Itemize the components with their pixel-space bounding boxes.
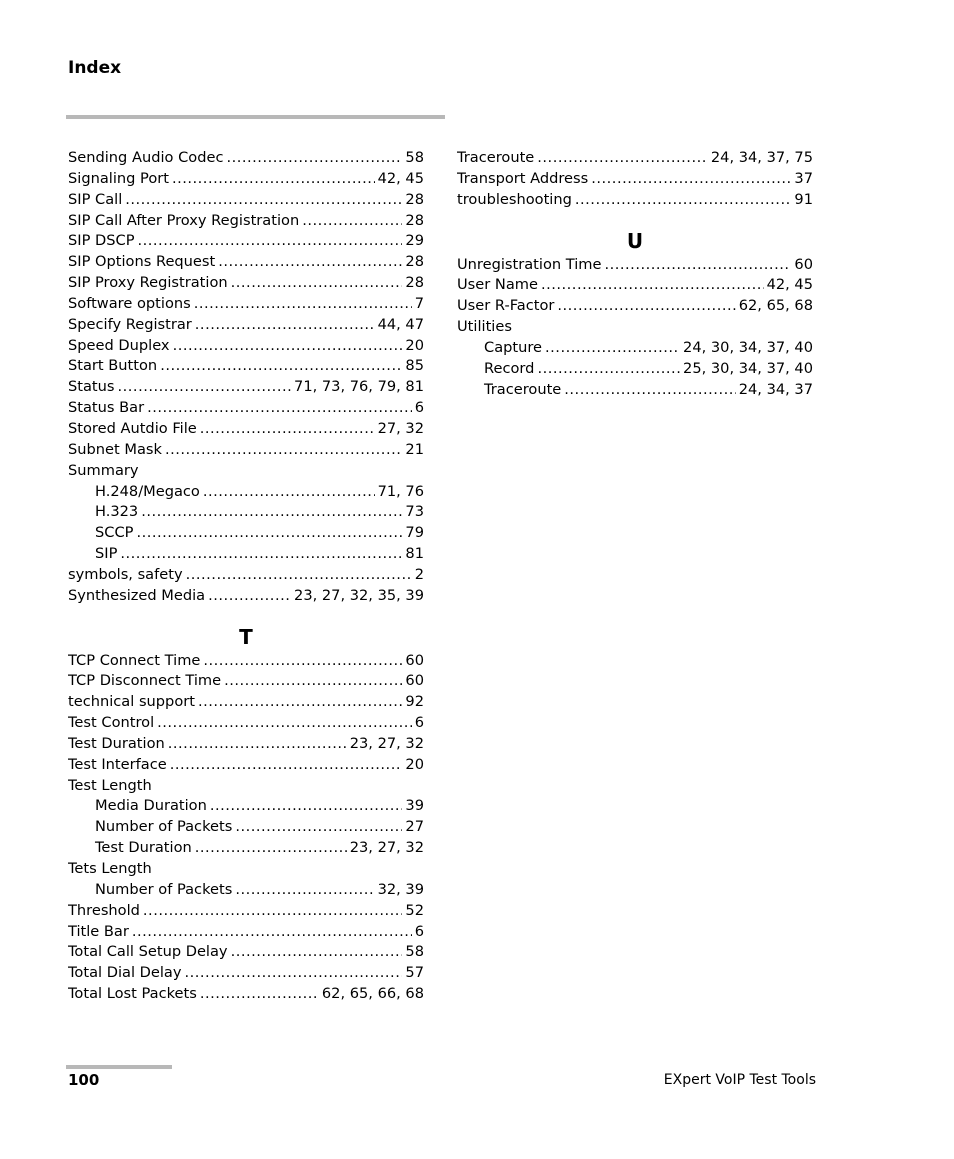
dot-leader (564, 380, 735, 401)
index-subentry (68, 502, 424, 523)
index-entry (68, 586, 424, 607)
index-entry (457, 296, 813, 317)
dot-leader (143, 901, 403, 922)
index-term: H.323 (95, 503, 139, 521)
dot-leader (194, 294, 412, 315)
index-term: SIP (95, 545, 118, 563)
index-entry (68, 859, 424, 880)
index-term: SIP Proxy Registration (68, 274, 228, 292)
index-term: Number of Packets (95, 880, 233, 898)
index-term: Subnet Mask (68, 440, 162, 458)
dot-leader (141, 502, 402, 523)
index-term: Threshold (68, 901, 140, 919)
index-entry (68, 671, 424, 692)
index-term: Transport Address (457, 169, 589, 187)
dot-leader (147, 398, 412, 419)
index-term: Utilities (457, 318, 512, 336)
index-term: Total Dial Delay (68, 964, 182, 982)
index-term: Signaling Port (68, 169, 169, 187)
index-entry (457, 317, 813, 338)
index-page-refs: 20 (405, 755, 424, 773)
index-term: technical support (68, 693, 195, 711)
index-page-refs: 91 (794, 190, 813, 208)
index-term: SIP Options Request (68, 253, 216, 271)
index-entry (68, 273, 424, 294)
index-entry (68, 440, 424, 461)
index-term: SIP Call After Proxy Registration (68, 211, 300, 229)
index-page-refs: 29 (405, 232, 424, 250)
dot-leader (208, 586, 291, 607)
index-page-refs: 39 (405, 797, 424, 815)
index-term: TCP Connect Time (68, 651, 201, 669)
index-page-refs: 20 (405, 336, 424, 354)
dot-leader (168, 734, 347, 755)
index-term: Start Button (68, 357, 158, 375)
index-entry (68, 252, 424, 273)
index-entry (68, 294, 424, 315)
index-section-letter: U (626, 228, 644, 253)
dot-leader (604, 255, 791, 276)
index-page-refs: 21 (405, 440, 424, 458)
index-term: Test Length (68, 776, 152, 794)
index-subentry (68, 544, 424, 565)
index-term: User Name (457, 276, 538, 294)
index-page-refs: 27 (405, 818, 424, 836)
index-entry (457, 169, 813, 190)
index-entry (68, 776, 424, 797)
index-subentry (68, 880, 424, 901)
dot-leader (210, 796, 403, 817)
index-page-refs: 85 (405, 357, 424, 375)
index-page-refs: 6 (414, 399, 424, 417)
index-page-refs: 42, 45 (766, 276, 813, 294)
index-term: Specify Registrar (68, 315, 192, 333)
index-page-refs: 28 (405, 274, 424, 292)
index-subentry (68, 817, 424, 838)
index-subentry (68, 482, 424, 503)
index-entry (457, 275, 813, 296)
index-term: Test Duration (68, 734, 165, 752)
index-entry (68, 692, 424, 713)
index-term: Speed Duplex (68, 336, 170, 354)
index-entry (68, 398, 424, 419)
index-entry (68, 713, 424, 734)
dot-leader (165, 440, 402, 461)
dot-leader (195, 838, 347, 859)
index-subentry (68, 838, 424, 859)
index-page-refs: 6 (414, 714, 424, 732)
index-entry (68, 419, 424, 440)
index-page-refs: 28 (405, 211, 424, 229)
dot-leader (185, 963, 403, 984)
index-section-letter: T (239, 624, 253, 649)
index-entry (68, 356, 424, 377)
index-page-refs: 6 (414, 922, 424, 940)
index-page-refs: 23, 27, 32 (349, 734, 424, 752)
index-entry (68, 148, 424, 169)
dot-leader (557, 296, 735, 317)
index-subentry (68, 523, 424, 544)
header-rule (66, 115, 445, 119)
index-page-refs: 71, 76 (377, 482, 424, 500)
dot-leader (537, 359, 680, 380)
index-page-refs: 60 (794, 255, 813, 273)
index-term: Test Duration (95, 839, 192, 857)
index-page-refs: 24, 30, 34, 37, 40 (683, 338, 813, 356)
dot-leader (132, 922, 412, 943)
index-entry (68, 565, 424, 586)
index-page-refs: 23, 27, 32, 35, 39 (294, 586, 424, 604)
dot-leader (125, 190, 402, 211)
index-term: Summary (68, 461, 139, 479)
dot-leader (591, 169, 791, 190)
dot-leader (231, 942, 403, 963)
index-entry (68, 755, 424, 776)
index-subentry (68, 796, 424, 817)
dot-leader (203, 482, 375, 503)
page-title: Index (68, 58, 122, 78)
index-subentry (457, 359, 813, 380)
document-title: EXpert VoIP Test Tools (663, 1072, 816, 1088)
index-page-refs: 32, 39 (377, 880, 424, 898)
dot-leader (157, 713, 412, 734)
index-entry (68, 169, 424, 190)
index-term: Status Bar (68, 399, 145, 417)
index-term: Media Duration (95, 797, 207, 815)
index-page-refs: 92 (405, 693, 424, 711)
index-term: Stored Autdio File (68, 419, 197, 437)
index-term: SCCP (95, 524, 134, 542)
dot-leader (195, 315, 375, 336)
dot-leader (138, 231, 403, 252)
index-entry (68, 336, 424, 357)
index-page-refs: 71, 73, 76, 79, 81 (294, 378, 424, 396)
index-entry (68, 922, 424, 943)
index-page-refs: 27, 32 (377, 419, 424, 437)
index-page-refs: 28 (405, 190, 424, 208)
index-subentry (457, 380, 813, 401)
dot-leader (218, 252, 402, 273)
index-term: Total Lost Packets (68, 985, 197, 1003)
index-term: Total Call Setup Delay (68, 943, 228, 961)
index-page-refs: 52 (405, 901, 424, 919)
index-page-refs: 57 (405, 964, 424, 982)
index-page-refs: 24, 34, 37, 75 (710, 149, 813, 166)
index-term: SIP Call (68, 190, 123, 208)
dot-leader (160, 356, 402, 377)
index-entry (68, 984, 424, 1005)
index-term: Software options (68, 294, 191, 312)
index-entry (68, 461, 424, 482)
index-page-refs: 81 (405, 545, 424, 563)
index-term: Sending Audio Codec (68, 149, 224, 166)
dot-leader (575, 190, 792, 211)
dot-leader (198, 692, 402, 713)
index-page-refs: 25, 30, 34, 37, 40 (683, 359, 813, 377)
index-term: Tets Length (68, 860, 152, 877)
index-page-refs: 44, 47 (377, 315, 424, 333)
index-page-refs: 24, 34, 37 (738, 380, 813, 398)
page-number: 100 (68, 1071, 100, 1089)
index-page-refs: 58 (405, 943, 424, 961)
index-term: User R-Factor (457, 297, 555, 315)
dot-leader (302, 211, 402, 232)
index-entry (68, 231, 424, 252)
index-term: Test Control (68, 714, 155, 732)
index-term: Title Bar (68, 922, 129, 940)
dot-leader (173, 336, 403, 357)
index-entry (457, 148, 813, 169)
index-page-refs: 62, 65, 68 (738, 297, 813, 315)
index-term: Unregistration Time (457, 255, 602, 273)
index-subentry (457, 338, 813, 359)
dot-leader (203, 651, 402, 672)
index-term: Status (68, 378, 115, 396)
dot-leader (224, 671, 402, 692)
dot-leader (545, 338, 680, 359)
dot-leader (235, 880, 374, 901)
index-term: SIP DSCP (68, 232, 135, 250)
index-entry (68, 377, 424, 398)
index-entry (68, 315, 424, 336)
index-entry (457, 255, 813, 276)
index-term: H.248/Megaco (95, 482, 200, 500)
index-page-refs: 37 (794, 169, 813, 187)
dot-leader (200, 984, 319, 1005)
index-page-refs: 62, 65, 66, 68 (321, 985, 424, 1003)
index-entry (68, 901, 424, 922)
index-page-refs: 73 (405, 503, 424, 521)
dot-leader (170, 755, 403, 776)
dot-leader (537, 148, 708, 169)
dot-leader (186, 565, 412, 586)
index-entry (68, 963, 424, 984)
index-term: Number of Packets (95, 818, 233, 836)
dot-leader (226, 148, 402, 169)
index-page-refs: 7 (414, 294, 424, 312)
index-term: Traceroute (484, 380, 562, 398)
index-entry (457, 190, 813, 211)
index-entry (68, 651, 424, 672)
index-page-refs: 2 (414, 565, 424, 583)
index-page-refs: 60 (405, 672, 424, 690)
index-term: Record (484, 359, 535, 377)
index-entry (68, 942, 424, 963)
index-term: TCP Disconnect Time (68, 672, 222, 690)
dot-leader (200, 419, 375, 440)
index-term: troubleshooting (457, 190, 572, 208)
index-entry (68, 734, 424, 755)
dot-leader (235, 817, 402, 838)
index-column-left (68, 148, 424, 1005)
dot-leader (118, 377, 292, 398)
dot-leader (136, 523, 402, 544)
index-page-refs: 60 (405, 651, 424, 669)
dot-leader (172, 169, 375, 190)
dot-leader (120, 544, 402, 565)
index-page-refs: 79 (405, 524, 424, 542)
index-column-right (457, 148, 813, 400)
index-page-refs: 23, 27, 32 (349, 839, 424, 857)
dot-leader (231, 273, 403, 294)
index-term: Test Interface (68, 755, 167, 773)
index-entry (68, 190, 424, 211)
index-term: Traceroute (457, 149, 535, 166)
index-term: symbols, safety (68, 565, 183, 583)
index-term: Capture (484, 338, 543, 356)
index-page-refs: 58 (405, 149, 424, 166)
index-page-refs: 42, 45 (377, 169, 424, 187)
index-entry (68, 211, 424, 232)
index-term: Synthesized Media (68, 586, 206, 604)
dot-leader (541, 275, 764, 296)
index-page-refs: 28 (405, 253, 424, 271)
